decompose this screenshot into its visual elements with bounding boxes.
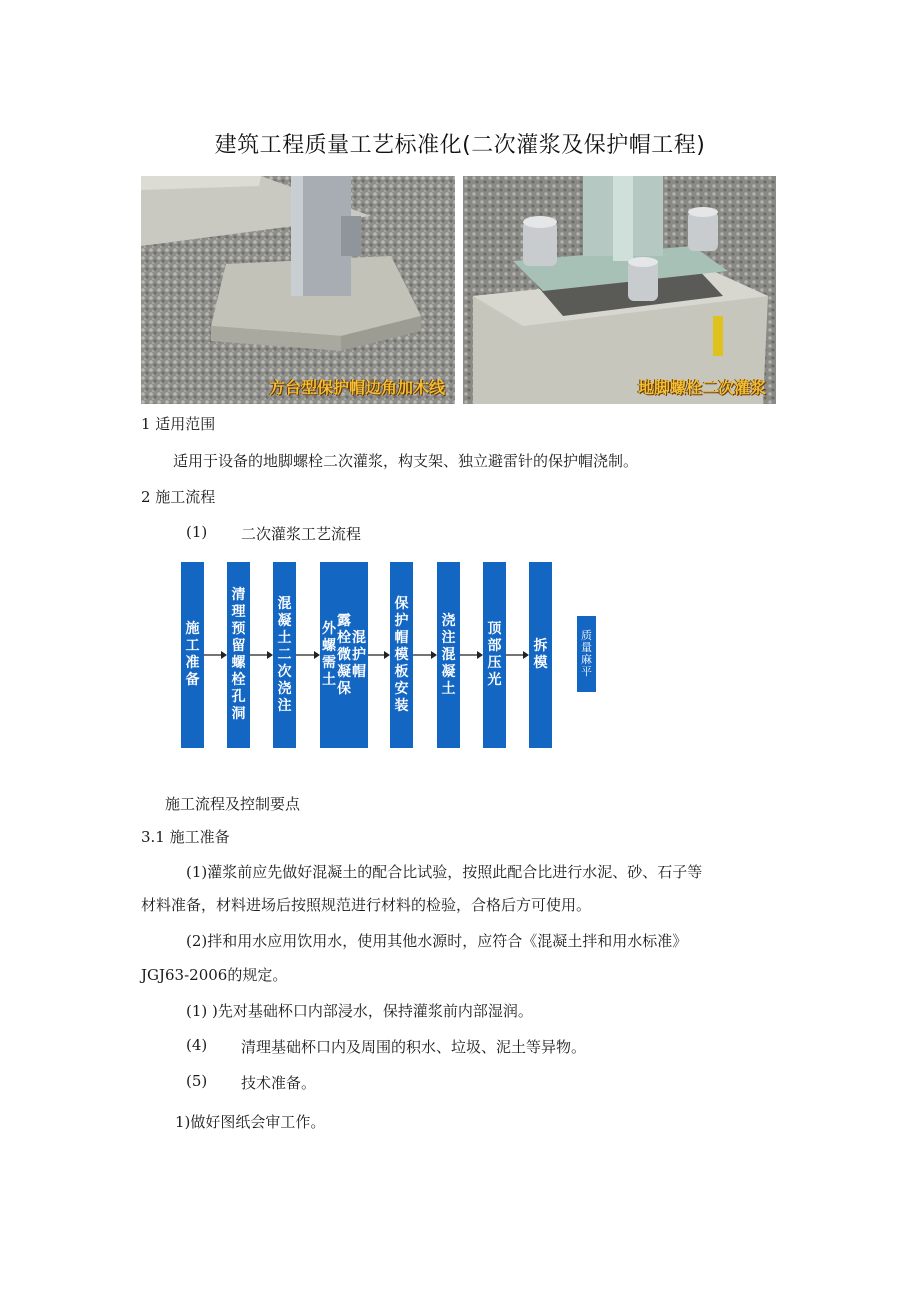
arrow-right-icon bbox=[413, 649, 437, 661]
paragraph-6: 1)做好图纸会审工作。 bbox=[175, 1113, 326, 1131]
flow-step-text: 施工准备 bbox=[185, 621, 200, 688]
flow-step-text: 浇注混凝土 bbox=[441, 612, 456, 697]
arrow-right-icon bbox=[250, 649, 273, 661]
flow-step-8 bbox=[529, 562, 552, 748]
arrow-right-icon bbox=[460, 649, 483, 661]
page-title: 建筑工程质量工艺标准化(二次灌浆及保护帽工程) bbox=[214, 133, 706, 158]
flow-side-text: 质量麻平 bbox=[581, 629, 592, 678]
column-base-illustration bbox=[141, 176, 455, 404]
photo-caption: 地脚螺栓二次灌浆 bbox=[637, 378, 766, 397]
flow-step-text: 保护帽模板安装 bbox=[394, 595, 409, 714]
flow-step-text: 顶部压光 bbox=[487, 621, 502, 688]
paragraph-5-number: (5) bbox=[186, 1072, 208, 1090]
anchor-bolt-illustration bbox=[463, 176, 776, 404]
paragraph-1-line-2: 材料准备，材料进场后按照规范进行材料的检验，合格后方可使用。 bbox=[141, 896, 592, 914]
anchor-bolt-photo bbox=[463, 176, 776, 404]
flow-step-text: 混护帽 bbox=[352, 629, 366, 680]
flow-step-text: 清理预留螺栓孔洞 bbox=[231, 587, 246, 722]
flow-step-4 bbox=[320, 562, 368, 748]
paragraph-4-number: (4) bbox=[186, 1036, 208, 1054]
paragraph-4-text: 清理基础杯口内及周围的积水、垃圾、泥土等异物。 bbox=[241, 1038, 587, 1056]
section-1-text: 适用于设备的地脚螺栓二次灌浆，构支架、独立避雷针的保护帽浇制。 bbox=[173, 452, 639, 470]
paragraph-2-line-2: JGJ63-2006的规定。 bbox=[141, 966, 288, 984]
flow-step-5 bbox=[390, 562, 413, 748]
arrow-right-icon bbox=[296, 649, 320, 661]
flow-step-text: 混凝土二次浇注 bbox=[277, 595, 292, 714]
flow-step-text: 露栓微凝保 bbox=[337, 612, 351, 697]
arrow-right-icon bbox=[368, 649, 390, 661]
section-3-1-heading: 3.1 施工准备 bbox=[141, 828, 230, 846]
column-base-photo bbox=[141, 176, 455, 404]
section-3-intro: 施工流程及控制要点 bbox=[165, 795, 301, 813]
paragraph-1-line-1: (1)灌浆前应先做好混凝土的配合比试验，按照此配合比进行水泥、砂、石子等 bbox=[186, 863, 703, 881]
flow-step-3 bbox=[273, 562, 296, 748]
arrow-right-icon bbox=[204, 649, 227, 661]
section-2-sub-title: 二次灌浆工艺流程 bbox=[241, 525, 362, 543]
paragraph-3: (1) )先对基础杯口内部浸水，保持灌浆前内部湿润。 bbox=[186, 1002, 533, 1020]
arrow-right-icon bbox=[506, 649, 529, 661]
section-1-heading: 1 适用范围 bbox=[141, 415, 216, 433]
flow-side-box bbox=[577, 616, 596, 692]
section-2-sub-number: (1) bbox=[186, 523, 208, 541]
paragraph-5-text: 技术准备。 bbox=[241, 1074, 317, 1092]
paragraph-2-line-1: (2)拌和用水应用饮用水，使用其他水源时，应符合《混凝土拌和用水标准》 bbox=[186, 932, 688, 950]
flow-step-1 bbox=[181, 562, 204, 748]
flow-step-text: 拆模 bbox=[533, 638, 548, 671]
flow-step-6 bbox=[437, 562, 460, 748]
flow-step-text: 外螺需土 bbox=[322, 621, 336, 688]
flow-step-7 bbox=[483, 562, 506, 748]
section-2-heading: 2 施工流程 bbox=[141, 488, 216, 506]
photo-caption: 方台型保护帽边角加木线 bbox=[268, 378, 445, 397]
flow-step-2 bbox=[227, 562, 250, 748]
